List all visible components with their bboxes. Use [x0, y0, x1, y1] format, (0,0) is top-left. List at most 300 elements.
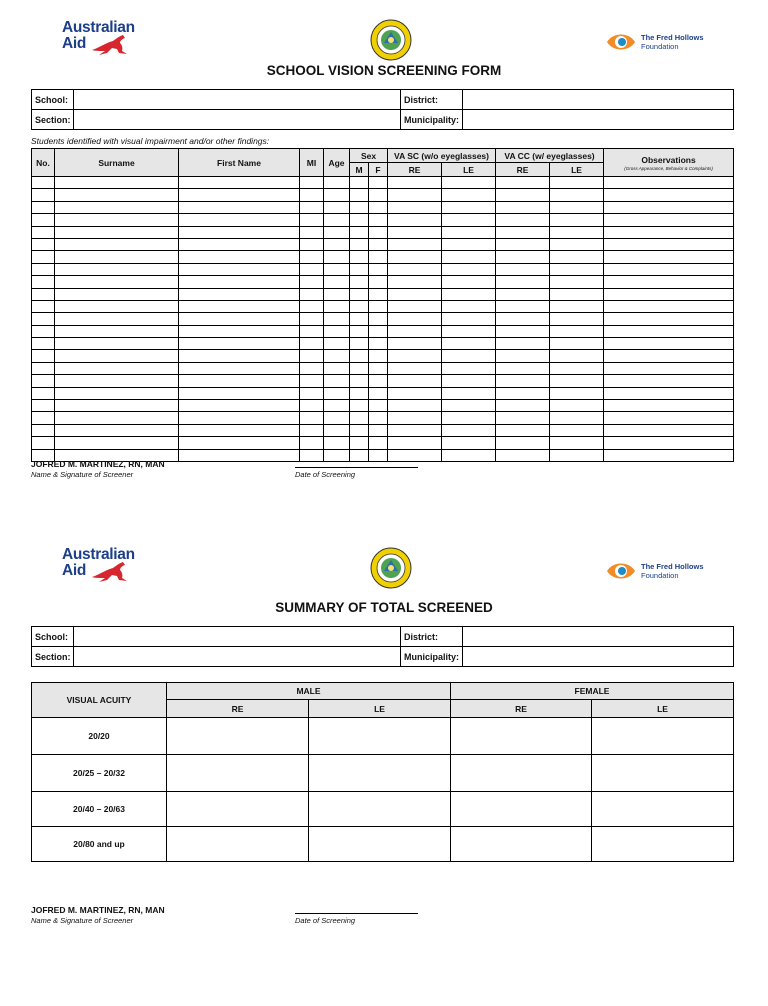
table-cell[interactable] — [350, 251, 369, 263]
male-le-cell[interactable] — [309, 827, 451, 862]
table-cell[interactable] — [442, 350, 496, 362]
table-cell[interactable] — [604, 300, 734, 312]
table-cell[interactable] — [496, 226, 550, 238]
table-cell[interactable] — [604, 313, 734, 325]
table-cell[interactable] — [442, 437, 496, 449]
table-cell[interactable] — [350, 338, 369, 350]
table-cell[interactable] — [179, 313, 300, 325]
table-cell[interactable] — [604, 424, 734, 436]
table-cell[interactable] — [550, 276, 604, 288]
table-cell[interactable] — [300, 338, 324, 350]
male-re-cell[interactable] — [167, 718, 309, 755]
table-cell[interactable] — [324, 424, 350, 436]
table-cell[interactable] — [604, 350, 734, 362]
table-cell[interactable] — [324, 350, 350, 362]
table-cell[interactable] — [32, 177, 55, 189]
table-cell[interactable] — [388, 325, 442, 337]
table-cell[interactable] — [604, 226, 734, 238]
table-cell[interactable] — [324, 437, 350, 449]
table-cell[interactable] — [32, 437, 55, 449]
summary-section-field[interactable] — [74, 647, 401, 667]
municipality-field[interactable] — [463, 110, 734, 130]
table-cell[interactable] — [350, 350, 369, 362]
female-re-cell[interactable] — [451, 827, 592, 862]
table-cell[interactable] — [350, 362, 369, 374]
table-cell[interactable] — [300, 424, 324, 436]
section-field[interactable] — [74, 110, 401, 130]
table-cell[interactable] — [388, 201, 442, 213]
table-cell[interactable] — [350, 288, 369, 300]
table-cell[interactable] — [496, 400, 550, 412]
table-cell[interactable] — [32, 412, 55, 424]
table-cell[interactable] — [324, 325, 350, 337]
table-cell[interactable] — [496, 412, 550, 424]
table-cell[interactable] — [369, 350, 388, 362]
table-cell[interactable] — [179, 214, 300, 226]
table-cell[interactable] — [300, 251, 324, 263]
female-le-cell[interactable] — [592, 755, 734, 792]
table-cell[interactable] — [55, 424, 179, 436]
table-cell[interactable] — [550, 238, 604, 250]
table-cell[interactable] — [388, 437, 442, 449]
female-le-cell[interactable] — [592, 827, 734, 862]
summary-municipality-field[interactable] — [463, 647, 734, 667]
table-cell[interactable] — [550, 177, 604, 189]
table-cell[interactable] — [179, 362, 300, 374]
table-cell[interactable] — [388, 449, 442, 461]
table-cell[interactable] — [350, 177, 369, 189]
table-cell[interactable] — [350, 263, 369, 275]
female-le-cell[interactable] — [592, 718, 734, 755]
table-cell[interactable] — [179, 338, 300, 350]
table-cell[interactable] — [388, 350, 442, 362]
table-cell[interactable] — [179, 412, 300, 424]
table-cell[interactable] — [442, 387, 496, 399]
table-cell[interactable] — [388, 263, 442, 275]
summary-date-line[interactable] — [295, 913, 418, 914]
table-cell[interactable] — [388, 375, 442, 387]
table-cell[interactable] — [55, 276, 179, 288]
table-cell[interactable] — [550, 449, 604, 461]
table-cell[interactable] — [442, 276, 496, 288]
table-cell[interactable] — [350, 437, 369, 449]
table-cell[interactable] — [300, 325, 324, 337]
male-le-cell[interactable] — [309, 755, 451, 792]
table-cell[interactable] — [604, 214, 734, 226]
female-re-cell[interactable] — [451, 718, 592, 755]
table-cell[interactable] — [300, 238, 324, 250]
table-cell[interactable] — [324, 226, 350, 238]
table-cell[interactable] — [350, 375, 369, 387]
table-cell[interactable] — [32, 226, 55, 238]
table-cell[interactable] — [300, 226, 324, 238]
table-cell[interactable] — [604, 387, 734, 399]
table-cell[interactable] — [369, 424, 388, 436]
table-cell[interactable] — [388, 313, 442, 325]
table-cell[interactable] — [604, 400, 734, 412]
table-cell[interactable] — [550, 325, 604, 337]
table-cell[interactable] — [604, 276, 734, 288]
table-cell[interactable] — [300, 437, 324, 449]
table-cell[interactable] — [350, 313, 369, 325]
table-cell[interactable] — [442, 214, 496, 226]
table-cell[interactable] — [179, 350, 300, 362]
table-cell[interactable] — [32, 238, 55, 250]
table-cell[interactable] — [442, 189, 496, 201]
summary-school-field[interactable] — [74, 627, 401, 647]
table-cell[interactable] — [496, 251, 550, 263]
table-cell[interactable] — [32, 263, 55, 275]
table-cell[interactable] — [350, 300, 369, 312]
table-cell[interactable] — [550, 412, 604, 424]
table-cell[interactable] — [388, 338, 442, 350]
table-cell[interactable] — [550, 338, 604, 350]
table-cell[interactable] — [496, 449, 550, 461]
table-cell[interactable] — [179, 437, 300, 449]
table-cell[interactable] — [369, 325, 388, 337]
table-cell[interactable] — [369, 276, 388, 288]
table-cell[interactable] — [442, 338, 496, 350]
table-cell[interactable] — [369, 300, 388, 312]
table-cell[interactable] — [388, 238, 442, 250]
table-cell[interactable] — [179, 263, 300, 275]
table-cell[interactable] — [550, 313, 604, 325]
table-cell[interactable] — [442, 313, 496, 325]
table-cell[interactable] — [55, 238, 179, 250]
table-cell[interactable] — [179, 449, 300, 461]
table-cell[interactable] — [300, 313, 324, 325]
table-cell[interactable] — [604, 189, 734, 201]
table-cell[interactable] — [179, 400, 300, 412]
table-cell[interactable] — [550, 400, 604, 412]
table-cell[interactable] — [55, 189, 179, 201]
table-cell[interactable] — [179, 226, 300, 238]
table-cell[interactable] — [388, 214, 442, 226]
table-cell[interactable] — [324, 201, 350, 213]
table-cell[interactable] — [369, 338, 388, 350]
table-cell[interactable] — [350, 387, 369, 399]
table-cell[interactable] — [550, 201, 604, 213]
table-cell[interactable] — [550, 375, 604, 387]
table-cell[interactable] — [32, 325, 55, 337]
table-cell[interactable] — [550, 263, 604, 275]
table-cell[interactable] — [324, 300, 350, 312]
table-cell[interactable] — [496, 300, 550, 312]
table-cell[interactable] — [604, 338, 734, 350]
school-field[interactable] — [74, 90, 401, 110]
table-cell[interactable] — [604, 362, 734, 374]
table-cell[interactable] — [32, 214, 55, 226]
table-cell[interactable] — [388, 300, 442, 312]
table-cell[interactable] — [32, 201, 55, 213]
female-le-cell[interactable] — [592, 792, 734, 827]
male-re-cell[interactable] — [167, 792, 309, 827]
table-cell[interactable] — [369, 177, 388, 189]
summary-district-field[interactable] — [463, 627, 734, 647]
table-cell[interactable] — [324, 288, 350, 300]
table-cell[interactable] — [324, 263, 350, 275]
table-cell[interactable] — [604, 288, 734, 300]
table-cell[interactable] — [388, 424, 442, 436]
table-cell[interactable] — [179, 387, 300, 399]
table-cell[interactable] — [300, 350, 324, 362]
table-cell[interactable] — [496, 276, 550, 288]
table-cell[interactable] — [442, 400, 496, 412]
table-cell[interactable] — [369, 387, 388, 399]
table-cell[interactable] — [300, 449, 324, 461]
table-cell[interactable] — [369, 251, 388, 263]
table-cell[interactable] — [369, 437, 388, 449]
table-cell[interactable] — [496, 177, 550, 189]
table-cell[interactable] — [179, 238, 300, 250]
table-cell[interactable] — [300, 412, 324, 424]
table-cell[interactable] — [496, 201, 550, 213]
table-cell[interactable] — [324, 375, 350, 387]
table-cell[interactable] — [496, 350, 550, 362]
table-cell[interactable] — [604, 263, 734, 275]
male-le-cell[interactable] — [309, 718, 451, 755]
table-cell[interactable] — [369, 214, 388, 226]
table-cell[interactable] — [388, 288, 442, 300]
table-cell[interactable] — [496, 338, 550, 350]
table-cell[interactable] — [324, 387, 350, 399]
table-cell[interactable] — [300, 288, 324, 300]
table-cell[interactable] — [442, 362, 496, 374]
table-cell[interactable] — [496, 325, 550, 337]
table-cell[interactable] — [32, 338, 55, 350]
table-cell[interactable] — [550, 424, 604, 436]
table-cell[interactable] — [550, 350, 604, 362]
table-cell[interactable] — [324, 189, 350, 201]
table-cell[interactable] — [442, 412, 496, 424]
table-cell[interactable] — [300, 214, 324, 226]
table-cell[interactable] — [324, 177, 350, 189]
table-cell[interactable] — [350, 238, 369, 250]
table-cell[interactable] — [324, 214, 350, 226]
table-cell[interactable] — [496, 263, 550, 275]
table-cell[interactable] — [32, 400, 55, 412]
table-cell[interactable] — [442, 238, 496, 250]
table-cell[interactable] — [350, 226, 369, 238]
table-cell[interactable] — [388, 276, 442, 288]
table-cell[interactable] — [442, 288, 496, 300]
table-cell[interactable] — [179, 300, 300, 312]
table-cell[interactable] — [179, 251, 300, 263]
table-cell[interactable] — [550, 387, 604, 399]
table-cell[interactable] — [300, 375, 324, 387]
table-cell[interactable] — [496, 189, 550, 201]
table-cell[interactable] — [604, 375, 734, 387]
table-cell[interactable] — [442, 226, 496, 238]
table-cell[interactable] — [604, 449, 734, 461]
table-cell[interactable] — [350, 214, 369, 226]
table-cell[interactable] — [388, 362, 442, 374]
table-cell[interactable] — [300, 201, 324, 213]
table-cell[interactable] — [32, 189, 55, 201]
table-cell[interactable] — [55, 325, 179, 337]
table-cell[interactable] — [55, 412, 179, 424]
table-cell[interactable] — [55, 214, 179, 226]
table-cell[interactable] — [496, 214, 550, 226]
table-cell[interactable] — [179, 189, 300, 201]
table-cell[interactable] — [604, 251, 734, 263]
table-cell[interactable] — [388, 400, 442, 412]
table-cell[interactable] — [300, 387, 324, 399]
table-cell[interactable] — [179, 375, 300, 387]
table-cell[interactable] — [179, 177, 300, 189]
table-cell[interactable] — [350, 449, 369, 461]
table-cell[interactable] — [179, 424, 300, 436]
table-cell[interactable] — [32, 387, 55, 399]
table-cell[interactable] — [55, 350, 179, 362]
table-cell[interactable] — [496, 437, 550, 449]
table-cell[interactable] — [32, 375, 55, 387]
table-cell[interactable] — [496, 375, 550, 387]
table-cell[interactable] — [604, 201, 734, 213]
table-cell[interactable] — [55, 338, 179, 350]
table-cell[interactable] — [32, 313, 55, 325]
table-cell[interactable] — [300, 400, 324, 412]
table-cell[interactable] — [350, 325, 369, 337]
table-cell[interactable] — [32, 300, 55, 312]
table-cell[interactable] — [604, 412, 734, 424]
table-cell[interactable] — [350, 189, 369, 201]
male-re-cell[interactable] — [167, 755, 309, 792]
table-cell[interactable] — [369, 201, 388, 213]
table-cell[interactable] — [496, 288, 550, 300]
male-le-cell[interactable] — [309, 792, 451, 827]
table-cell[interactable] — [442, 424, 496, 436]
table-cell[interactable] — [55, 375, 179, 387]
table-cell[interactable] — [550, 437, 604, 449]
table-cell[interactable] — [550, 226, 604, 238]
table-cell[interactable] — [179, 288, 300, 300]
table-cell[interactable] — [350, 412, 369, 424]
table-cell[interactable] — [442, 263, 496, 275]
table-cell[interactable] — [442, 251, 496, 263]
table-cell[interactable] — [55, 400, 179, 412]
table-cell[interactable] — [32, 288, 55, 300]
table-cell[interactable] — [300, 362, 324, 374]
table-cell[interactable] — [369, 375, 388, 387]
table-cell[interactable] — [496, 387, 550, 399]
table-cell[interactable] — [388, 387, 442, 399]
table-cell[interactable] — [55, 362, 179, 374]
table-cell[interactable] — [32, 362, 55, 374]
table-cell[interactable] — [32, 276, 55, 288]
table-cell[interactable] — [324, 251, 350, 263]
table-cell[interactable] — [442, 449, 496, 461]
table-cell[interactable] — [32, 350, 55, 362]
table-cell[interactable] — [179, 325, 300, 337]
table-cell[interactable] — [300, 177, 324, 189]
male-re-cell[interactable] — [167, 827, 309, 862]
table-cell[interactable] — [388, 189, 442, 201]
table-cell[interactable] — [55, 201, 179, 213]
table-cell[interactable] — [550, 251, 604, 263]
table-cell[interactable] — [55, 387, 179, 399]
table-cell[interactable] — [55, 300, 179, 312]
table-cell[interactable] — [442, 177, 496, 189]
table-cell[interactable] — [496, 424, 550, 436]
table-cell[interactable] — [179, 276, 300, 288]
table-cell[interactable] — [496, 238, 550, 250]
table-cell[interactable] — [550, 189, 604, 201]
table-cell[interactable] — [179, 201, 300, 213]
district-field[interactable] — [463, 90, 734, 110]
table-cell[interactable] — [604, 177, 734, 189]
table-cell[interactable] — [55, 313, 179, 325]
table-cell[interactable] — [388, 226, 442, 238]
table-cell[interactable] — [604, 437, 734, 449]
table-cell[interactable] — [442, 300, 496, 312]
table-cell[interactable] — [388, 251, 442, 263]
table-cell[interactable] — [369, 412, 388, 424]
table-cell[interactable] — [550, 288, 604, 300]
table-cell[interactable] — [388, 412, 442, 424]
table-cell[interactable] — [32, 251, 55, 263]
table-cell[interactable] — [324, 313, 350, 325]
table-cell[interactable] — [300, 189, 324, 201]
table-cell[interactable] — [442, 375, 496, 387]
table-cell[interactable] — [550, 214, 604, 226]
table-cell[interactable] — [350, 400, 369, 412]
table-cell[interactable] — [55, 226, 179, 238]
table-cell[interactable] — [496, 313, 550, 325]
table-cell[interactable] — [604, 325, 734, 337]
table-cell[interactable] — [324, 449, 350, 461]
table-cell[interactable] — [369, 313, 388, 325]
table-cell[interactable] — [550, 300, 604, 312]
table-cell[interactable] — [55, 251, 179, 263]
table-cell[interactable] — [369, 449, 388, 461]
table-cell[interactable] — [350, 276, 369, 288]
table-cell[interactable] — [496, 362, 550, 374]
table-cell[interactable] — [300, 300, 324, 312]
table-cell[interactable] — [550, 362, 604, 374]
table-cell[interactable] — [369, 362, 388, 374]
table-cell[interactable] — [55, 177, 179, 189]
table-cell[interactable] — [55, 263, 179, 275]
table-cell[interactable] — [369, 288, 388, 300]
table-cell[interactable] — [369, 226, 388, 238]
table-cell[interactable] — [369, 238, 388, 250]
table-cell[interactable] — [324, 362, 350, 374]
table-cell[interactable] — [324, 412, 350, 424]
date-line[interactable] — [295, 467, 418, 468]
female-re-cell[interactable] — [451, 792, 592, 827]
table-cell[interactable] — [55, 288, 179, 300]
table-cell[interactable] — [369, 400, 388, 412]
table-cell[interactable] — [324, 276, 350, 288]
table-cell[interactable] — [369, 263, 388, 275]
table-cell[interactable] — [324, 400, 350, 412]
table-cell[interactable] — [350, 201, 369, 213]
table-cell[interactable] — [32, 424, 55, 436]
table-cell[interactable] — [350, 424, 369, 436]
table-cell[interactable] — [388, 177, 442, 189]
table-cell[interactable] — [369, 189, 388, 201]
table-cell[interactable] — [442, 325, 496, 337]
table-cell[interactable] — [300, 276, 324, 288]
table-cell[interactable] — [324, 338, 350, 350]
female-re-cell[interactable] — [451, 755, 592, 792]
table-cell[interactable] — [55, 437, 179, 449]
table-cell[interactable] — [604, 238, 734, 250]
table-cell[interactable] — [300, 263, 324, 275]
table-cell[interactable] — [324, 238, 350, 250]
table-cell[interactable] — [442, 201, 496, 213]
